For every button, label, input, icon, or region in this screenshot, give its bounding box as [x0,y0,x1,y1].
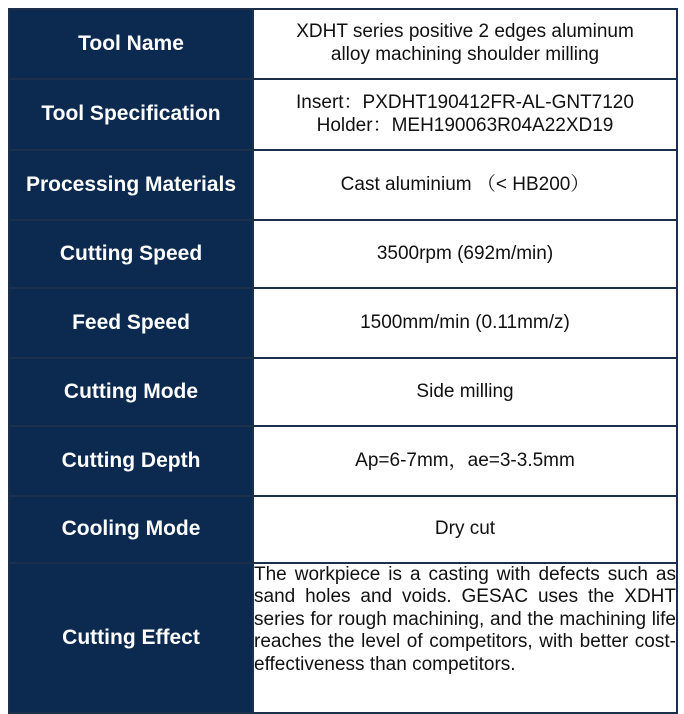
row-label-cooling-mode: Cooling Mode [9,496,253,563]
value-line: alloy machining shoulder milling [330,44,600,65]
row-value-cutting-depth [253,426,677,496]
table-row-cutting-depth [9,426,677,496]
row-value-feed-speed [253,288,677,358]
row-label-cutting-effect: Cutting Effect [9,563,253,713]
table-row-tool-specification [9,79,677,150]
row-value-cutting-speed [253,220,677,288]
tool-spec-table [8,8,678,714]
value-line: 3500rpm (692m/min) [376,242,554,264]
row-label-processing-materials: Processing Materials [9,150,253,220]
value-line: Holder：MEH190063R04A22XD19 [316,114,614,136]
row-label-feed-speed: Feed Speed [9,288,253,358]
table-row-feed-speed [9,288,677,358]
table-row-cutting-mode [9,358,677,426]
value-line: Side milling [416,380,514,402]
row-label-tool-name: Tool Name [9,9,253,79]
row-value-cutting-mode [253,358,677,426]
row-value-cutting-effect: The workpiece is a casting with defects such as sand holes and voids. GESAC uses the XDHT series for rough machining, and the machining life reaches the level of competitors, with better cost-effectiveness than competitors. [253,563,677,713]
value-line: 1500mm/min (0.11mm/z) [360,311,570,333]
row-label-cutting-mode: Cutting Mode [9,358,253,426]
value-line: Cast aluminium （< HB200） [340,173,590,195]
row-value-tool-name [253,9,677,79]
table-row-cooling-mode [9,496,677,563]
row-label-cutting-speed: Cutting Speed [9,220,253,288]
table-row-cutting-effect [9,563,677,713]
row-value-processing-materials [253,150,677,220]
value-line: Ap=6-7mm，ae=3-3.5mm [355,449,575,471]
table-row-cutting-speed [9,220,677,288]
value-line: Insert：PXDHT190412FR-AL-GNT7120 [296,91,634,113]
row-label-tool-specification: Tool Specification [9,79,253,150]
value-line: Dry cut [434,518,496,540]
row-value-cooling-mode [253,496,677,563]
value-line: XDHT series positive 2 edges aluminum [296,21,634,43]
table-row-processing-materials [9,150,677,220]
row-value-tool-specification [253,79,677,150]
table-row-tool-name [9,9,677,79]
row-label-cutting-depth: Cutting Depth [9,426,253,496]
